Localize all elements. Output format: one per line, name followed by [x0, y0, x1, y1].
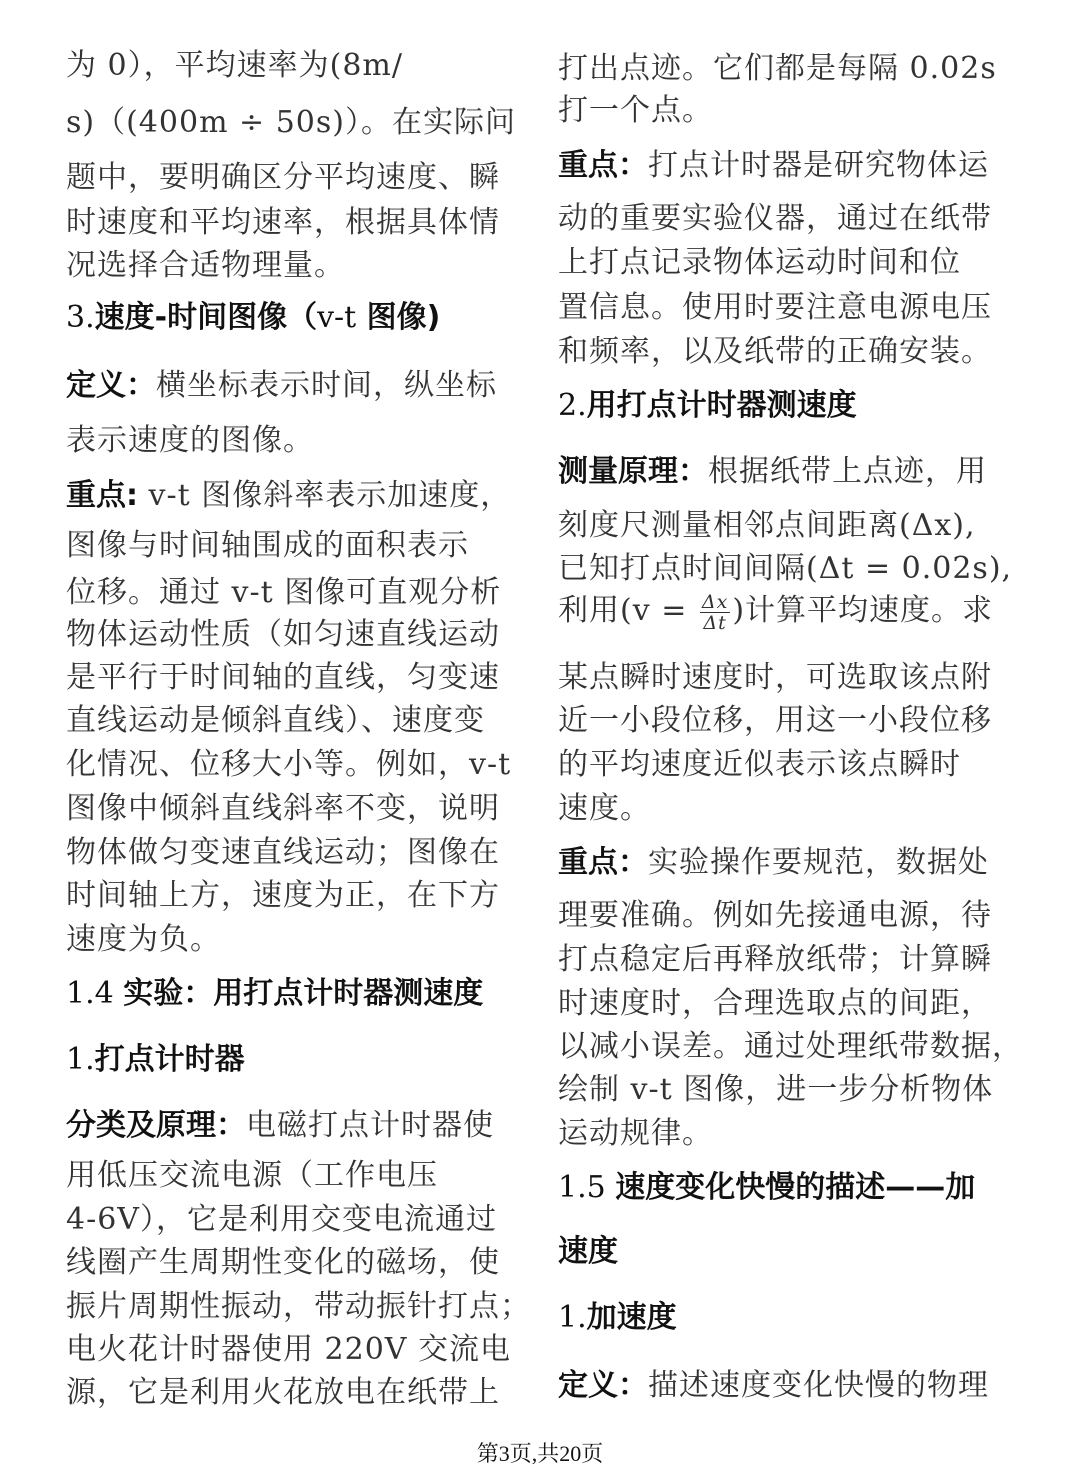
heading-number: 3. [66, 300, 95, 335]
timer-paragraph [66, 1100, 494, 1144]
subheading-measure [558, 380, 857, 424]
timer-keypoint-paragraph [558, 140, 989, 184]
definition-text: 横坐标表示时间，纵坐标 [156, 368, 497, 403]
keypoint-line: 以减小误差。通过处理纸带数据， [558, 1029, 1023, 1064]
keypoint-text: 实验操作要规范，数据处 [648, 845, 989, 880]
keypoint-line: 速度为负。 [66, 922, 221, 957]
timer-line: 电火花计时器使用 220V 交流电 [66, 1332, 511, 1367]
keypoint-line: 置信息。使用时要注意电源电压 [558, 290, 992, 325]
keypoint-line: 运动规律。 [558, 1116, 713, 1151]
definition-label: 定义： [558, 1368, 648, 1403]
timer-text: 电磁打点计时器使 [246, 1108, 494, 1143]
keypoint-label: 重点: [66, 478, 138, 513]
heading-title: 速度变化快慢的描述——加 [615, 1170, 976, 1205]
keypoint-line: 直线运动是倾斜直线）、速度变 [66, 703, 485, 738]
intro-line: 时速度和平均速率，根据具体情 [66, 205, 500, 240]
heading-number: 1.4 [66, 976, 114, 1011]
principle-line: 刻度尺测量相邻点间距离(Δx), [558, 508, 976, 543]
accel-definition-paragraph [558, 1360, 989, 1404]
keypoint-line: 物体做匀变速直线运动；图像在 [66, 835, 500, 870]
keypoint-line: 位移。通过 v-t 图像可直观分析 [66, 575, 502, 610]
timer-line: 线圈产生周期性变化的磁场，使 [66, 1245, 500, 1280]
keypoint-label: 重点： [558, 148, 648, 183]
timer-line: 用低压交流电源（工作电压 [66, 1158, 438, 1193]
timer-label: 分类及原理： [66, 1108, 246, 1143]
keypoint-text: 打点计时器是研究物体运 [648, 148, 989, 183]
timer-line: 源，它是利用火花放电在纸带上 [66, 1375, 500, 1410]
keypoint-line: 是平行于时间轴的直线，匀变速 [66, 660, 500, 695]
formula-prefix: 利用(v = [558, 593, 698, 628]
section-heading-1-5 [558, 1162, 975, 1206]
subheading-acceleration [558, 1292, 677, 1336]
timer-line: 振片周期性振动，带动振针打点； [66, 1289, 531, 1324]
keypoint-line: 图像中倾斜直线斜率不变，说明 [66, 791, 500, 826]
heading-title: 速度-时间图像（ [94, 300, 318, 335]
principle-line: 某点瞬时速度时，可选取该点附 [558, 660, 992, 695]
definition-text: 描述速度变化快慢的物理 [648, 1368, 989, 1403]
keypoint-line: 时速度时，合理选取点的间距， [558, 986, 992, 1021]
heading-number: 1. [66, 1042, 95, 1077]
formula-suffix: )计算平均速度。求 [732, 593, 994, 628]
intro-line: s)（(400m ÷ 50s)）。在实际问 [66, 105, 516, 140]
keypoint-paragraph [66, 470, 511, 514]
heading-title: 加速度 [586, 1300, 677, 1335]
keypoint-text: v-t 图像斜率表示加速度， [138, 478, 512, 513]
definition-paragraph [66, 360, 497, 404]
heading-number: 2. [558, 388, 587, 423]
principle-paragraph [558, 446, 987, 490]
keypoint-line: 绘制 v-t 图像，进一步分析物体 [558, 1072, 994, 1107]
heading-title-end: 图像) [356, 300, 441, 335]
experiment-keypoint-paragraph [558, 837, 989, 881]
intro-line: 为 0），平均速率为(8m/ [66, 48, 403, 83]
velocity-fraction [700, 592, 730, 633]
heading-title: 打点计时器 [94, 1042, 245, 1077]
principle-line: 近一小段位移，用这一小段位移 [558, 703, 992, 738]
keypoint-line: 图像与时间轴围成的面积表示 [66, 528, 469, 563]
timer-cont-line: 打一个点。 [558, 93, 713, 128]
keypoint-line: 时间轴上方，速度为正，在下方 [66, 878, 500, 913]
keypoint-line: 打点稳定后再释放纸带；计算瞬 [558, 942, 992, 977]
principle-line: 已知打点时间间隔(Δt = 0.02s), [558, 551, 1013, 586]
section-heading-1-4 [66, 968, 483, 1012]
heading-number: 1.5 [558, 1170, 606, 1205]
timer-line: 4-6V），它是利用交变电流通过 [66, 1202, 497, 1237]
fraction-denominator: Δt [703, 611, 727, 634]
page-footer: 第3页,共20页 [476, 1441, 604, 1466]
definition-label: 定义： [66, 368, 156, 403]
keypoint-label: 重点： [558, 845, 648, 880]
keypoint-line: 理要准确。例如先接通电源，待 [558, 898, 992, 933]
intro-line: 况选择合适物理量。 [66, 248, 345, 283]
principle-line: 的平均速度近似表示该点瞬时 [558, 747, 961, 782]
keypoint-line: 动的重要实验仪器，通过在纸带 [558, 201, 992, 236]
section-heading-vt [66, 292, 440, 336]
keypoint-line: 物体运动性质（如匀速直线运动 [66, 617, 500, 652]
principle-text: 根据纸带上点迹，用 [708, 454, 987, 489]
subheading-timer [66, 1034, 245, 1078]
definition-line: 表示速度的图像。 [66, 423, 314, 458]
heading-title-vt: v-t [317, 300, 357, 335]
principle-label: 测量原理： [558, 454, 708, 489]
heading-number: 1. [558, 1300, 587, 1335]
keypoint-line: 化情况、位移大小等。例如，v-t [66, 747, 512, 782]
intro-line: 题中，要明确区分平均速度、瞬 [66, 160, 500, 195]
heading-title: 用打点计时器测速度 [586, 388, 857, 423]
keypoint-line: 上打点记录物体运动时间和位 [558, 245, 961, 280]
keypoint-line: 和频率，以及纸带的正确安装。 [558, 334, 992, 369]
principle-formula-line [558, 585, 993, 633]
principle-line: 速度。 [558, 791, 651, 826]
fraction-numerator: Δx [701, 590, 729, 613]
section-heading-1-5-cont [558, 1226, 618, 1270]
heading-title-cont: 速度 [558, 1234, 618, 1269]
timer-cont-line: 打出点迹。它们都是每隔 0.02s [558, 51, 997, 86]
heading-title: 实验：用打点计时器测速度 [123, 976, 484, 1011]
